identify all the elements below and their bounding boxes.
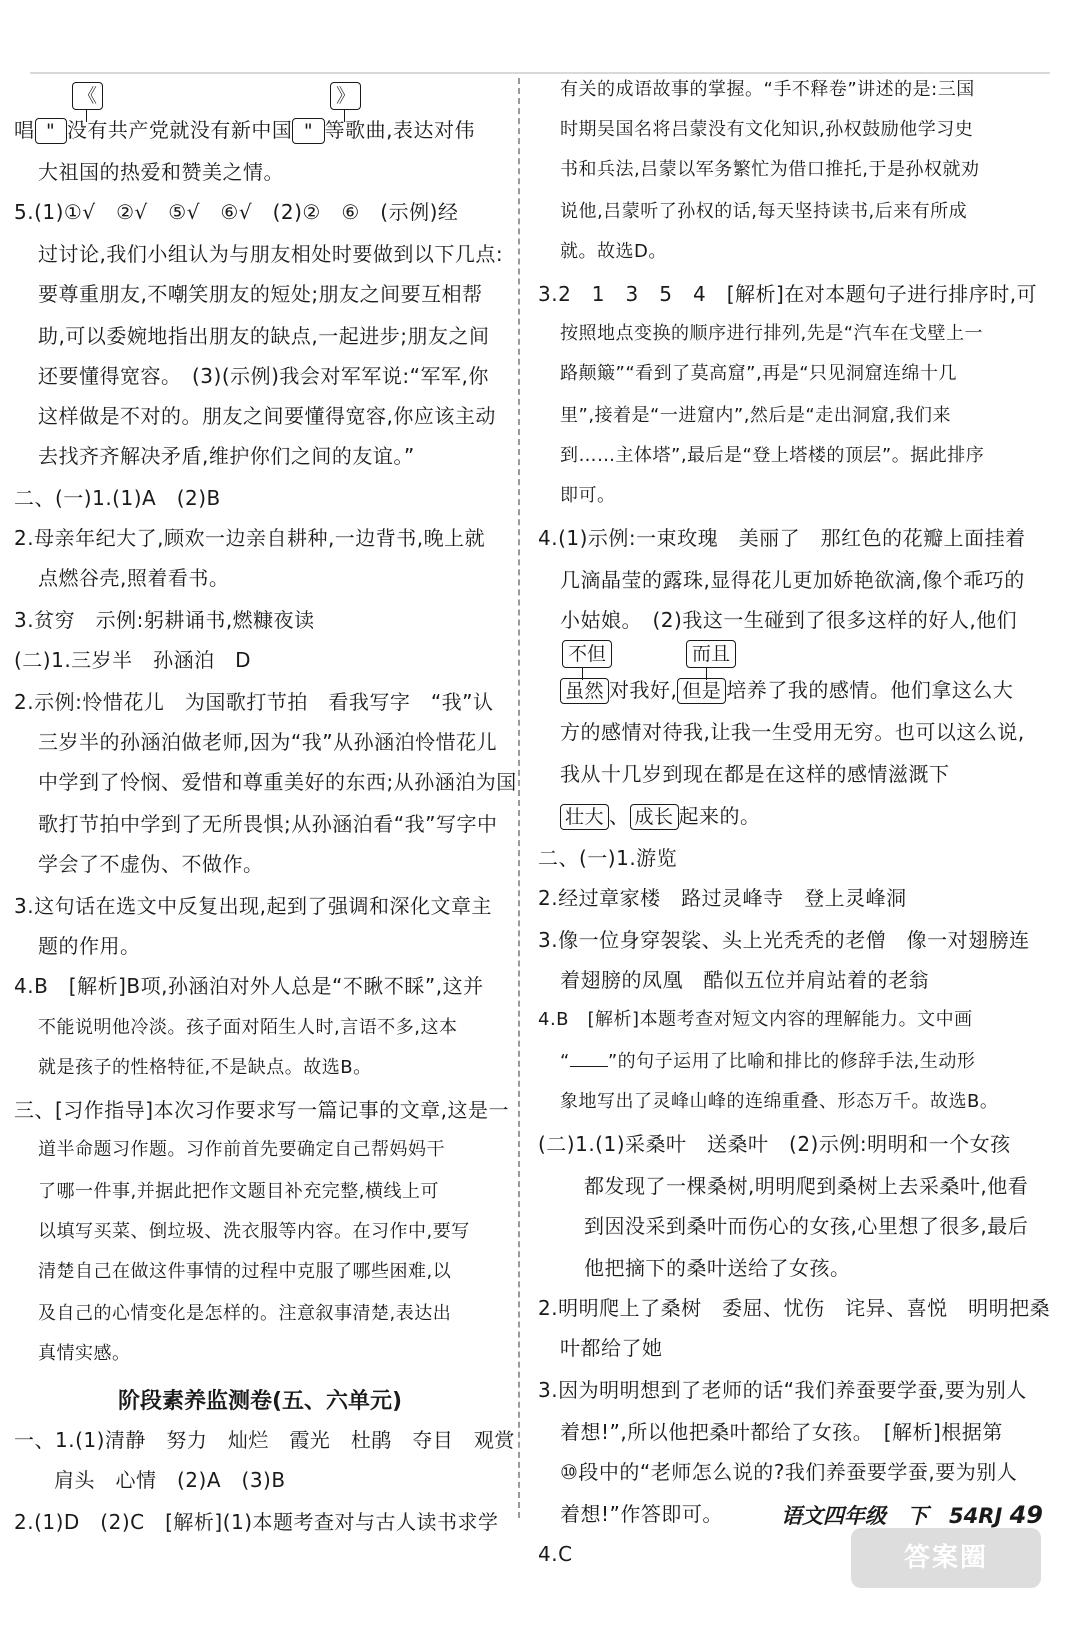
text-line: 叶都给了她 bbox=[560, 1336, 663, 1360]
text-line: 几滴晶莹的露珠,显得花儿更加娇艳欲滴,像个乖巧的 bbox=[560, 568, 1025, 592]
text-line: 中学到了怜悯、爱惜和尊重美好的东西;从孙涵泊为国 bbox=[38, 770, 517, 794]
text-line: 着想!”作答即可。 bbox=[560, 1502, 723, 1526]
answer-4: 4.(1)示例:一束玫瑰 美丽了 那红色的花瓣上面挂着 bbox=[538, 526, 1026, 550]
section-title: 阶段素养监测卷(五、六单元) bbox=[118, 1389, 403, 1414]
page-number: 49 bbox=[1009, 1501, 1043, 1529]
text-line: 了哪一件事,并据此把作文题目补充完整,横线上可 bbox=[38, 1181, 439, 1202]
text-line: 书和兵法,吕蒙以军务繁忙为借口推托,于是孙权就劝 bbox=[560, 159, 980, 180]
text-line: 着翅膀的凤凰 酷似五位并肩站着的老翁 bbox=[560, 968, 929, 992]
section-2-answer: 二、(一)1.(1)A (2)B bbox=[14, 486, 221, 510]
text-line: 有关的成语故事的掌握。“手不释卷”讲述的是:三国 bbox=[560, 79, 975, 100]
text-line: 说他,吕蒙听了孙权的话,每天坚持读书,后来有所成 bbox=[560, 201, 968, 222]
text-line: 方的感情对待我,让我一生受用无穷。也可以这么说, bbox=[560, 720, 1025, 744]
text-line: 清楚自己在做这件事情的过程中克服了哪些困难,以 bbox=[38, 1261, 452, 1282]
text-line: (二)1.(1)采桑叶 送桑叶 (2)示例:明明和一个女孩 bbox=[538, 1132, 1011, 1156]
text-line: 三岁半的孙涵泊做老师,因为“我”从孙涵泊怜惜花儿 bbox=[38, 730, 498, 754]
column-divider bbox=[518, 78, 520, 1518]
text-line: 里”,接着是“一进窟内”,然后是“走出洞窟,我们来 bbox=[560, 405, 951, 426]
text-line: 要尊重朋友,不嘲笑朋友的短处;朋友之间要互相帮 bbox=[38, 282, 483, 306]
text-line: 还要懂得宽容。 (3)(示例)我会对军军说:“军军,你 bbox=[38, 364, 489, 388]
answer-3: 3.2 1 3 5 4 [解析]在对本题句子进行排序时,可 bbox=[538, 282, 1038, 306]
mark-box: " bbox=[35, 118, 67, 144]
text-line: 时期吴国名将吕蒙没有文化知识,孙权鼓励他学习史 bbox=[560, 119, 974, 140]
mark-box: " bbox=[292, 118, 324, 144]
watermark: 答案圈 MXQE.COM bbox=[851, 1528, 1041, 1588]
annotation-erqie: 而且 bbox=[686, 640, 736, 668]
text-line: 2.示例:怜惜花儿 为国歌打节拍 看我写字 “我”认 bbox=[14, 690, 494, 714]
text-line: 象地写出了灵峰山峰的连绵重叠、形态万千。故选B。 bbox=[560, 1091, 999, 1112]
text-line: 3.因为明明想到了老师的话“我们养蚕要学蚕,要为别人 bbox=[538, 1378, 1027, 1402]
text-line: 壮大 、 成长 起来的。 bbox=[560, 802, 761, 830]
text-line: 助,可以委婉地指出朋友的缺点,一起进步;朋友之间 bbox=[38, 324, 490, 348]
mark-box: 壮大 bbox=[560, 804, 609, 830]
text-line: 4.C bbox=[538, 1542, 573, 1566]
text-line: 点燃谷壳,照着看书。 bbox=[38, 566, 230, 590]
text-line: 着想!”,所以他把桑叶都给了女孩。 [解析]根据第 bbox=[560, 1420, 1003, 1444]
text-line: 即可。 bbox=[560, 485, 616, 506]
header-rule bbox=[30, 72, 1050, 74]
text-line: 2.(1)D (2)C [解析](1)本题考查对与古人读书求学 bbox=[14, 1510, 499, 1534]
text-line: 一、1.(1)清静 努力 灿烂 霞光 杜鹃 夺目 观赏 bbox=[14, 1428, 515, 1452]
text-line: 我从十几岁到现在都是在这样的感情滋溉下 bbox=[560, 762, 950, 786]
text-line: 4.B [解析]B项,孙涵泊对外人总是“不瞅不睬”,这并 bbox=[14, 974, 484, 998]
annotation-book-close: 》 bbox=[330, 82, 361, 110]
text-line: 4.B [解析]本题考查对短文内容的理解能力。文中画 bbox=[538, 1009, 973, 1030]
annotation-budan: 不但 bbox=[562, 640, 612, 668]
text-line: 过讨论,我们小组认为与朋友相处时要做到以下几点: bbox=[38, 242, 504, 266]
text-line: 这样做是不对的。朋友之间要懂得宽容,你应该主动 bbox=[38, 404, 496, 428]
text-line: 及自己的心情变化是怎样的。注意叙事清楚,表达出 bbox=[38, 1303, 452, 1324]
text-line: “ ”的句子运用了比喻和排比的修辞手法,生动形 bbox=[560, 1048, 975, 1076]
text-line: 小姑娘。 (2)我这一生碰到了很多这样的好人,他们 bbox=[560, 608, 1018, 632]
text-line: 3.这句话在选文中反复出现,起到了强调和深化文章主 bbox=[14, 894, 492, 918]
text-line: 以填写买菜、倒垃圾、洗衣服等内容。在习作中,要写 bbox=[38, 1221, 470, 1242]
text-line: 歌打节拍中学到了无所畏惧;从孙涵泊看“我”写字中 bbox=[38, 812, 498, 836]
text-line: (二)1.三岁半 孙涵泊 D bbox=[14, 648, 252, 672]
text-line: 路颠簸”“看到了莫高窟”,再是“只见洞窟连绵十几 bbox=[560, 363, 958, 384]
text-line: 去找齐齐解决矛盾,维护你们之间的友谊。” bbox=[38, 444, 415, 468]
text-line: 2.母亲年纪大了,顾欢一边亲自耕种,一边背书,晚上就 bbox=[14, 526, 486, 550]
text-line: 3.贫穷 示例:躬耕诵书,燃糠夜读 bbox=[14, 608, 315, 632]
text-line: 题的作用。 bbox=[38, 934, 141, 958]
underline-blank bbox=[570, 1048, 608, 1067]
answer-5: 5.(1)①√ ②√ ⑤√ ⑥√ (2)② ⑥ (示例)经 bbox=[14, 200, 459, 224]
page-footer bbox=[781, 1500, 1043, 1530]
text-line: 唱 " 没有共产党就没有新中国 " 等歌曲,表达对伟 bbox=[14, 118, 476, 142]
text-line: 就是孩子的性格特征,不是缺点。故选B。 bbox=[38, 1057, 372, 1078]
text-line: 学会了不虚伪、不做作。 bbox=[38, 852, 264, 876]
text-line: 不能说明他冷淡。孩子面对陌生人时,言语不多,这本 bbox=[38, 1017, 458, 1038]
section-2-answer: 二、(一)1.游览 bbox=[538, 846, 678, 870]
mark-box: 虽然 bbox=[560, 678, 609, 704]
text-line: 3.像一位身穿袈裟、头上光秃秃的老僧 像一对翅膀连 bbox=[538, 928, 1030, 952]
text-line: 真情实感。 bbox=[38, 1343, 131, 1364]
text-line: 到……主体塔”,最后是“登上塔楼的顶层”。据此排序 bbox=[560, 445, 985, 466]
annotation-book-open: 《 bbox=[72, 82, 103, 110]
text-line: 按照地点变换的顺序进行排列,先是“汽车在戈壁上一 bbox=[560, 323, 984, 344]
mark-box: 成长 bbox=[630, 804, 679, 830]
text-line: 2.经过章家楼 路过灵峰寺 登上灵峰洞 bbox=[538, 886, 907, 910]
text-line: 都发现了一棵桑树,明明爬到桑树上去采桑叶,他看 bbox=[584, 1174, 1029, 1198]
text-line: 就。故选D。 bbox=[560, 241, 667, 262]
text-line: 虽然 对我好, 但是 培养了我的感情。他们拿这么大 bbox=[560, 676, 1013, 704]
footer-subject: 语文四年级 下 54RJ bbox=[781, 1504, 1003, 1528]
text-line: 肩头 心情 (2)A (3)B bbox=[54, 1468, 286, 1492]
text-line: 他把摘下的桑叶送给了女孩。 bbox=[584, 1256, 851, 1280]
mark-box: 但是 bbox=[677, 678, 726, 704]
text-line: 2.明明爬上了桑树 委屈、忧伤 诧异、喜悦 明明把桑 bbox=[538, 1296, 1051, 1320]
text-line: 大祖国的热爱和赞美之情。 bbox=[38, 160, 284, 184]
text-line: 到因没采到桑叶而伤心的女孩,心里想了很多,最后 bbox=[584, 1214, 1029, 1238]
text-line: ⑩段中的“老师怎么说的?我们养蚕要学蚕,要为别人 bbox=[560, 1460, 1018, 1484]
section-3-guide: 三、[习作指导]本次习作要求写一篇记事的文章,这是一 bbox=[14, 1098, 509, 1122]
text-line: 道半命题习作题。习作前首先要确定自己帮妈妈干 bbox=[38, 1139, 445, 1160]
